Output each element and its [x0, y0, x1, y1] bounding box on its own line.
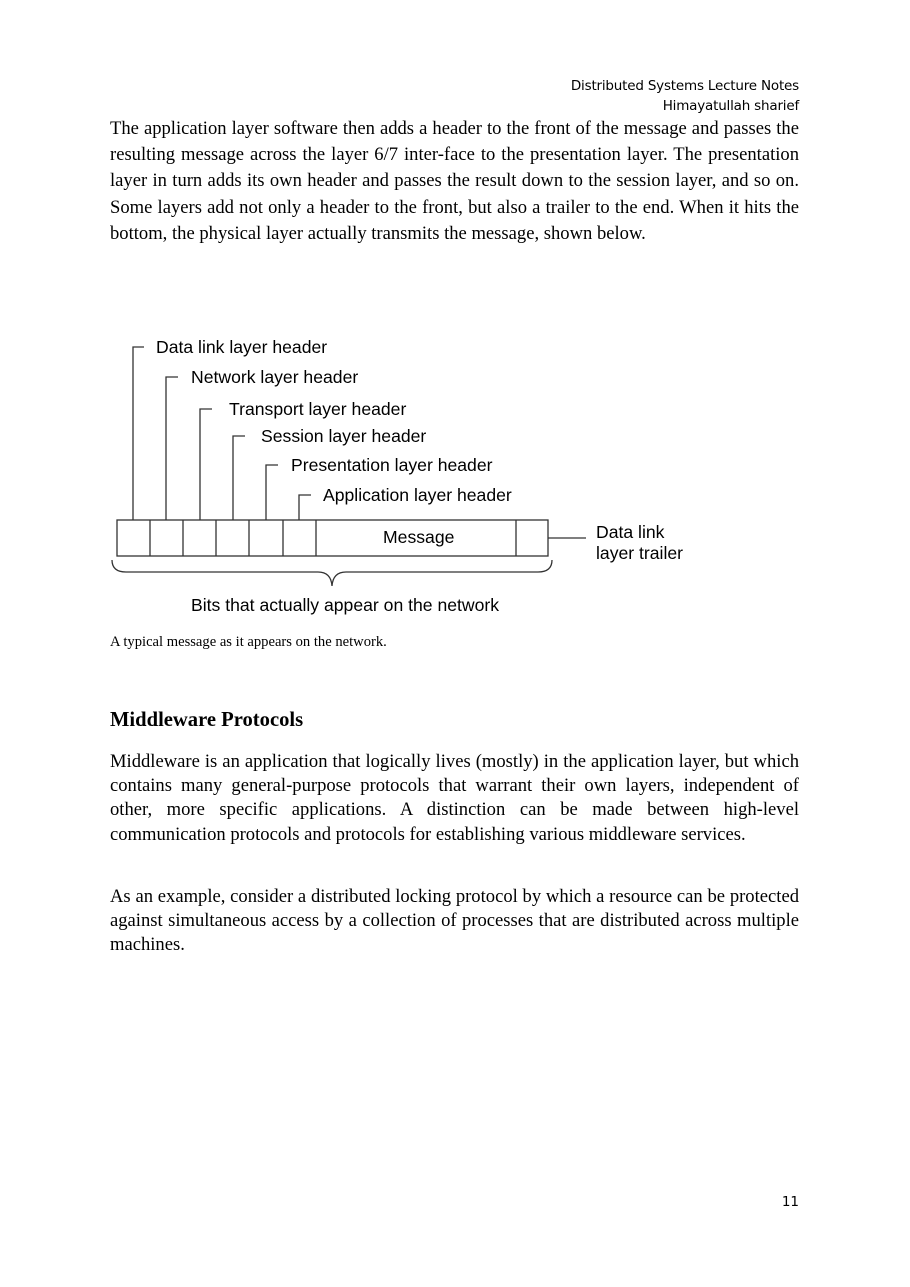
page-number: 11: [781, 1194, 799, 1210]
leader-network: [166, 377, 178, 520]
figure-caption: A typical message as it appears on the network.: [110, 634, 387, 650]
leader-transport: [200, 409, 212, 520]
section-heading: Middleware Protocols: [110, 709, 304, 731]
figure-drawing: [0, 0, 910, 640]
header-title: Distributed Systems Lecture Notes: [570, 78, 799, 94]
label-presentation-header: Presentation layer header: [291, 455, 493, 475]
label-transport-header: Transport layer header: [229, 399, 407, 419]
label-data-link-header: Data link layer header: [156, 337, 328, 357]
header-author: Himayatullah sharief: [662, 98, 799, 114]
bits-brace: [112, 560, 552, 586]
leader-presentation: [266, 465, 278, 520]
leader-application: [299, 495, 311, 520]
message-layers-figure: [0, 0, 910, 640]
label-message: Message: [383, 527, 455, 547]
middleware-paragraph-2: As an example, consider a distributed locking protocol by which a resource can be protected against simultaneous access by a collection of processes that are distributed across multiple machines.: [110, 886, 799, 956]
intro-paragraph: The application layer software then adds a header to the front of the message and passes the resulting message across the layer 6/7 inter-face to the presentation layer. The presentation layer in turn adds its own header and passes the result down to the session layer, and so on. Some layers add not only a header to the front, but also a trailer to the end. When it hits the bottom, the physical layer actually transmits the message, shown below.: [110, 118, 799, 244]
label-trailer-line1: Data link: [596, 522, 665, 542]
middleware-paragraph-1: Middleware is an application that logically lives (mostly) in the application layer, but which contains many general-purpose protocols that warrant their own layers, independent of other, more specific applications. A distinction can be made between high-level communication protocols and protocols for establishing various middleware services.: [110, 751, 799, 845]
leader-data-link: [133, 347, 144, 520]
label-session-header: Session layer header: [261, 426, 427, 446]
label-bits: Bits that actually appear on the network: [191, 595, 500, 615]
label-trailer: [596, 522, 683, 564]
label-network-header: Network layer header: [191, 367, 359, 387]
message-frame: [117, 520, 548, 556]
label-trailer-line2: layer trailer: [596, 543, 684, 563]
leader-session: [233, 436, 245, 520]
label-application-header: Application layer header: [323, 485, 512, 505]
